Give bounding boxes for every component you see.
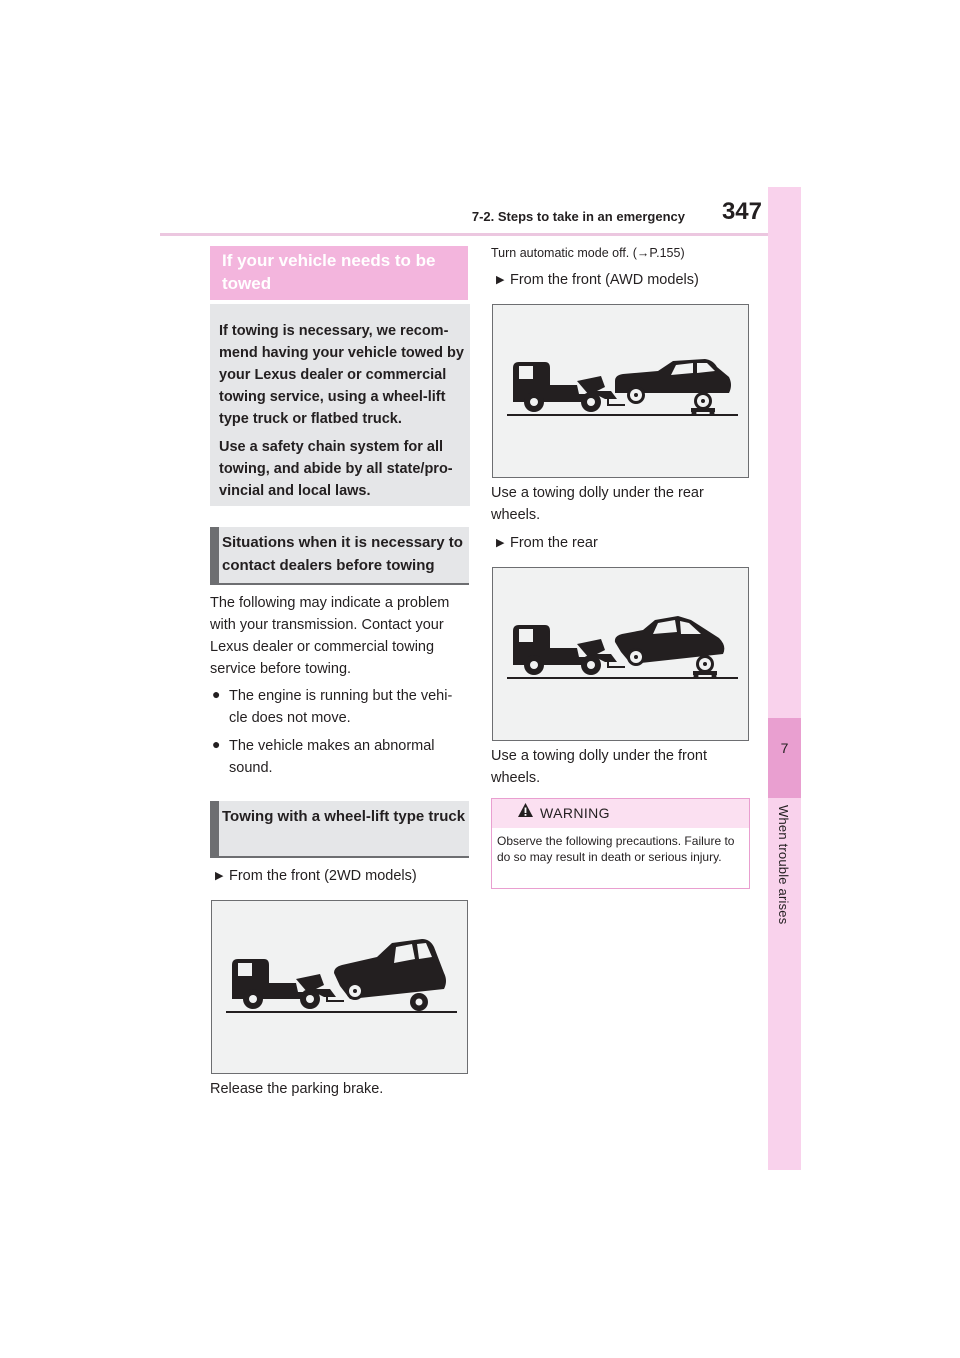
subheading-contact-dealers: Situations when it is necessary to contact dealers before towing — [222, 534, 463, 574]
figure-front-awd — [492, 304, 749, 478]
towing-front-awd-illustration — [493, 305, 748, 477]
triangle-bullet-icon: ▶ — [215, 870, 224, 882]
transmission-paragraph: The following may indicate a problem with your transmission. Contact your Lexus dealer or commercial towing service before towing. — [210, 595, 450, 677]
case-rear: From the rear — [510, 535, 598, 551]
note-automatic-mode: Turn automatic mode off. (→P.155) — [491, 246, 685, 260]
bullet-item: The vehicle makes an abnormal sound. — [229, 738, 435, 776]
triangle-bullet-icon: ▶ — [496, 274, 505, 286]
triangle-bullet-icon: ▶ — [496, 537, 505, 549]
chapter-tab-marker — [768, 718, 801, 798]
case-front-2wd: From the front (2WD models) — [229, 868, 417, 884]
header-rule — [160, 233, 768, 236]
figure-front-2wd — [211, 900, 468, 1074]
intro-paragraph-2: Use a safety chain system for all towing, and abide by all state/pro-vincial and local laws. — [219, 439, 453, 499]
case-front-awd: From the front (AWD models) — [510, 272, 699, 288]
chapter-number: 7 — [780, 740, 789, 756]
bullet-dot-icon: ● — [212, 686, 221, 702]
intro-paragraph-1: If towing is necessary, we recom-mend having your vehicle towed by your Lexus dealer or commercial towing service, using a wheel-lift type truck or flatbed truck. — [219, 323, 464, 427]
warning-text: Observe the following precautions. Failure to do so may result in death or serious injury. — [497, 834, 735, 864]
figure-rear — [492, 567, 749, 741]
note-dolly-rear: Use a towing dolly under the rear wheels. — [491, 485, 704, 523]
subheading-wheel-lift: Towing with a wheel-lift type truck — [222, 808, 466, 825]
page-number: 347 — [721, 198, 762, 225]
chapter-side-tab — [768, 187, 801, 1170]
note-dolly-front: Use a towing dolly under the front wheels. — [491, 748, 708, 786]
towing-rear-illustration — [493, 568, 748, 740]
section-title: 7-2. Steps to take in an emergency — [471, 209, 685, 224]
towing-front-2wd-illustration — [212, 901, 467, 1073]
note-parking-brake: Release the parking brake. — [210, 1081, 384, 1097]
warning-triangle-icon — [517, 802, 534, 823]
chapter-title: When trouble arises — [776, 805, 791, 925]
warning-label: WARNING — [540, 805, 610, 821]
section-heading: If your vehicle needs to be towed — [222, 251, 436, 293]
bullet-dot-icon: ● — [212, 736, 221, 752]
bullet-item: The engine is running but the vehi-cle does not move. — [229, 688, 453, 726]
